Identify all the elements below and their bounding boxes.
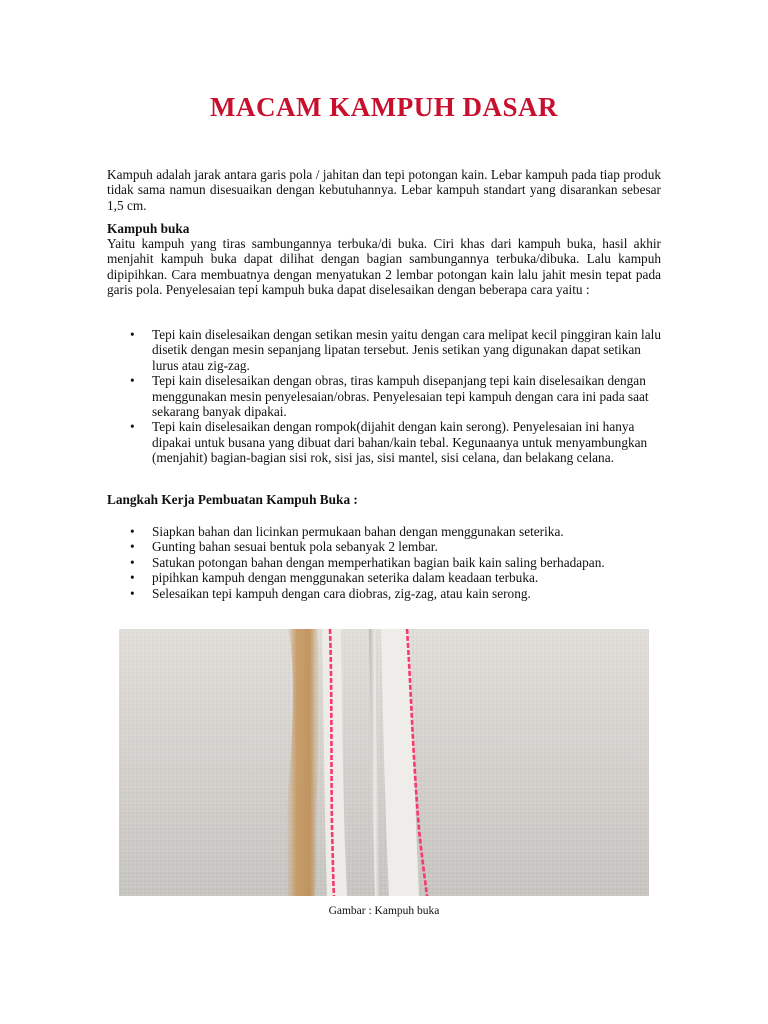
bullet-icon: • xyxy=(130,570,135,586)
bullet-icon: • xyxy=(130,419,135,435)
list-item-text: Selesaikan tepi kampuh dengan cara diobras, zig-zag, atau kain serong. xyxy=(152,585,531,601)
list-item-text: Tepi kain diselesaikan dengan obras, tiras kampuh disepanjang tepi kain diselesaikan dengan menggunakan mesin penyelesaian/obras. Penyelesaian tepi kampuh dengan cara ini pada saat sekarang banyak dipakai. xyxy=(152,373,649,420)
list-item xyxy=(107,327,661,373)
fabric-seam-illustration xyxy=(119,629,649,896)
list-item-text: pipihkan kampuh dengan menggunakan seterika dalam keadaan terbuka. xyxy=(152,570,539,586)
section-heading-langkah-kerja: Langkah Kerja Pembuatan Kampuh Buka : xyxy=(107,492,358,507)
list-item xyxy=(107,570,661,585)
list-item-text: Tepi kain diselesaikan dengan setikan mesin yaitu dengan cara melipat kecil pinggiran kain lalu disetik dengan mesin sepanjang lipatan tersebut. Jenis setikan yang digunakan dapat setikan lurus atau zig-zag. xyxy=(152,327,661,373)
fabric-seam-photo xyxy=(119,629,649,896)
bullet-icon: • xyxy=(130,554,135,570)
list-item xyxy=(107,555,661,570)
bullet-icon: • xyxy=(130,524,135,539)
list-item-text: Siapkan bahan dan licinkan permukaan bahan dengan menggunakan seterika. xyxy=(152,524,564,539)
work-steps-list xyxy=(107,524,661,601)
list-item xyxy=(107,419,661,465)
bullet-icon: • xyxy=(130,539,135,555)
section-heading-kampuh-buka: Kampuh buka xyxy=(107,221,190,236)
list-item-text: Satukan potongan bahan dengan memperhatikan bagian baik kain saling berhadapan. xyxy=(152,554,605,570)
bullet-icon: • xyxy=(130,373,135,389)
list-item-text: Gunting bahan sesuai bentuk pola sebanyak 2 lembar. xyxy=(152,539,438,555)
list-item xyxy=(107,373,661,419)
list-item xyxy=(107,539,661,554)
bullet-icon: • xyxy=(130,585,135,601)
intro-paragraph: Kampuh adalah jarak antara garis pola / jahitan dan tepi potongan kain. Lebar kampuh pada tiap produk tidak sama namun disesuaikan dengan kebutuhannya. Lebar kampuh standart yang disarankan sebesar 1,5 cm. xyxy=(107,167,661,213)
list-item xyxy=(107,586,661,601)
list-item-text: Tepi kain diselesaikan dengan rompok(dijahit dengan kain serong). Penyelesaian ini hanya dipakai untuk busana yang dibuat dari bahan/kain tebal. Kegunaanya untuk menyambungkan (menjahit) bagian-bagian sisi rok, sisi jas, sisi mantel, sisi celana, dan belakang celana. xyxy=(152,419,648,466)
document-title: MACAM KAMPUH DASAR xyxy=(210,92,558,122)
bullet-icon: • xyxy=(130,327,135,342)
section-paragraph-kampuh-buka: Yaitu kampuh yang tiras sambungannya terbuka/di buka. Ciri khas dari kampuh buka, hasil akhir menjahit kampuh buka dapat dilihat dengan bagian sambungannya terbuka/dibuka. Lalu kampuh dipipihkan. Cara membuatnya dengan menyatukan 2 lembar potongan kain lalu jahit mesin tepat pada garis pola. Penyelesaian tepi kampuh buka dapat diselesaikan dengan beberapa cara yaitu : xyxy=(107,236,661,298)
image-caption: Gambar : Kampuh buka xyxy=(328,905,440,917)
finishing-methods-list xyxy=(107,327,661,466)
list-item xyxy=(107,524,661,539)
